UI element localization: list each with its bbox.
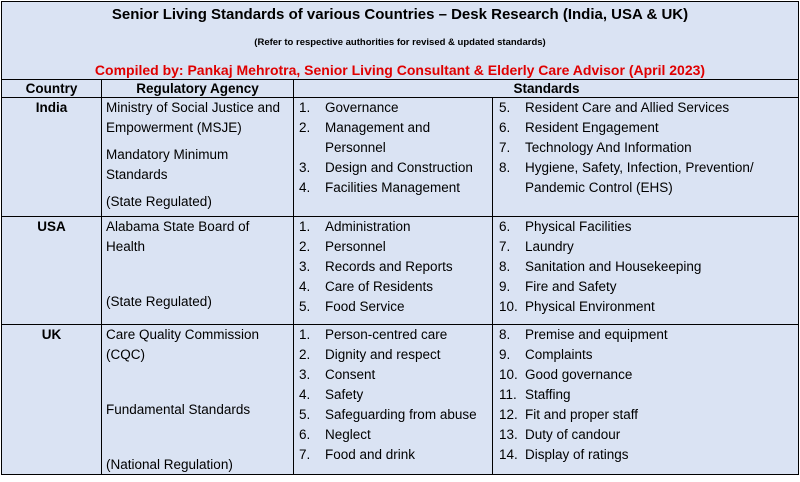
- agency-line: Ministry of Social Justice and: [106, 100, 281, 115]
- agency-line: Fundamental Standards: [106, 402, 251, 417]
- standards-list-uk-right: [499, 325, 797, 465]
- list-item: 2. Personnel: [299, 239, 386, 254]
- agency-line: Empowerment (MSJE): [106, 120, 242, 135]
- list-item: 2. Dignity and respect: [299, 347, 441, 362]
- list-item: 5. Safeguarding from abuse: [299, 407, 477, 422]
- list-item: 8. Premise and equipment: [499, 327, 668, 342]
- list-item: 5. Food Service: [299, 299, 405, 314]
- regulation-usa: (State Regulated): [106, 294, 212, 309]
- list-item: 7. Laundry: [499, 239, 574, 254]
- agency-line: Alabama State Board of: [106, 219, 250, 234]
- list-item: 4. Care of Residents: [299, 279, 434, 294]
- list-item: 9. Complaints: [499, 347, 593, 362]
- list-item: 3. Design and Construction: [299, 160, 473, 175]
- agency-line: Mandatory Minimum: [106, 147, 229, 162]
- column-header-agency: Regulatory Agency: [136, 81, 259, 96]
- standards-list-usa-left: [299, 217, 489, 317]
- agency-line: Standards: [106, 167, 168, 182]
- divider: [2, 79, 798, 80]
- list-item: 6. Neglect: [299, 427, 371, 442]
- agency-usa: [106, 217, 294, 257]
- list-item: 13. Duty of candour: [499, 427, 621, 442]
- list-item: 7. Technology And Information: [499, 140, 692, 155]
- list-item: 9. Fire and Safety: [499, 279, 617, 294]
- standards-list-uk-left: [299, 325, 489, 465]
- list-item: 1. Administration: [299, 219, 411, 234]
- list-item: 1. Person-centred care: [299, 327, 448, 342]
- agency-line: Health: [106, 239, 146, 254]
- table-note: (Refer to respective authorities for revised & updated standards): [254, 37, 546, 48]
- list-item: 10. Physical Environment: [499, 299, 655, 314]
- divider: [101, 79, 102, 475]
- column-header-standards: Standards: [513, 81, 580, 96]
- column-header-country: Country: [25, 81, 78, 96]
- regulation-uk: (National Regulation): [106, 457, 233, 472]
- agency-india-standards: [106, 145, 294, 185]
- list-item: 4. Facilities Management: [299, 180, 461, 195]
- list-item: 3. Consent: [299, 367, 376, 382]
- country-uk: UK: [41, 327, 62, 342]
- divider: [492, 97, 493, 475]
- agency-line: (CQC): [106, 347, 145, 362]
- standards-list-usa-right: [499, 217, 797, 317]
- list-item: 11. Staffing: [499, 387, 571, 402]
- list-item: 1. Governance: [299, 100, 399, 115]
- standards-table: [1, 1, 799, 475]
- list-item: 14. Display of ratings: [499, 447, 629, 462]
- compiled-by: Compiled by: Pankaj Mehrotra, Senior Living Consultant & Elderly Care Advisor (April 2023): [94, 62, 706, 78]
- country-usa: USA: [37, 219, 66, 234]
- list-item: 4. Safety: [299, 387, 364, 402]
- agency-india: [106, 98, 294, 138]
- list-item: 8. Sanitation and Housekeeping: [499, 259, 702, 274]
- agency-uk-standards: [106, 400, 294, 420]
- list-item: 6. Resident Engagement: [499, 120, 659, 135]
- table-title: Senior Living Standards of various Countries – Desk Research (India, USA & UK): [111, 6, 689, 23]
- list-item: 5. Resident Care and Allied Services: [499, 100, 730, 115]
- list-item: 12. Fit and proper staff: [499, 407, 639, 422]
- list-item: 3. Records and Reports: [299, 259, 453, 274]
- regulation-india: (State Regulated): [106, 194, 212, 209]
- list-item: 6. Physical Facilities: [499, 219, 632, 234]
- list-item: 7. Food and drink: [299, 447, 416, 462]
- list-item: 2. Management and Personnel: [299, 120, 431, 155]
- agency-uk: [106, 325, 294, 365]
- agency-line: Care Quality Commission: [106, 327, 260, 342]
- list-item: 8. Hygiene, Safety, Infection, Prevention/ Pandemic Control (EHS): [499, 160, 754, 195]
- list-item: 10. Good governance: [499, 367, 633, 382]
- country-india: India: [35, 100, 68, 115]
- standards-list-india-right: [499, 98, 797, 198]
- standards-list-india-left: [299, 98, 489, 198]
